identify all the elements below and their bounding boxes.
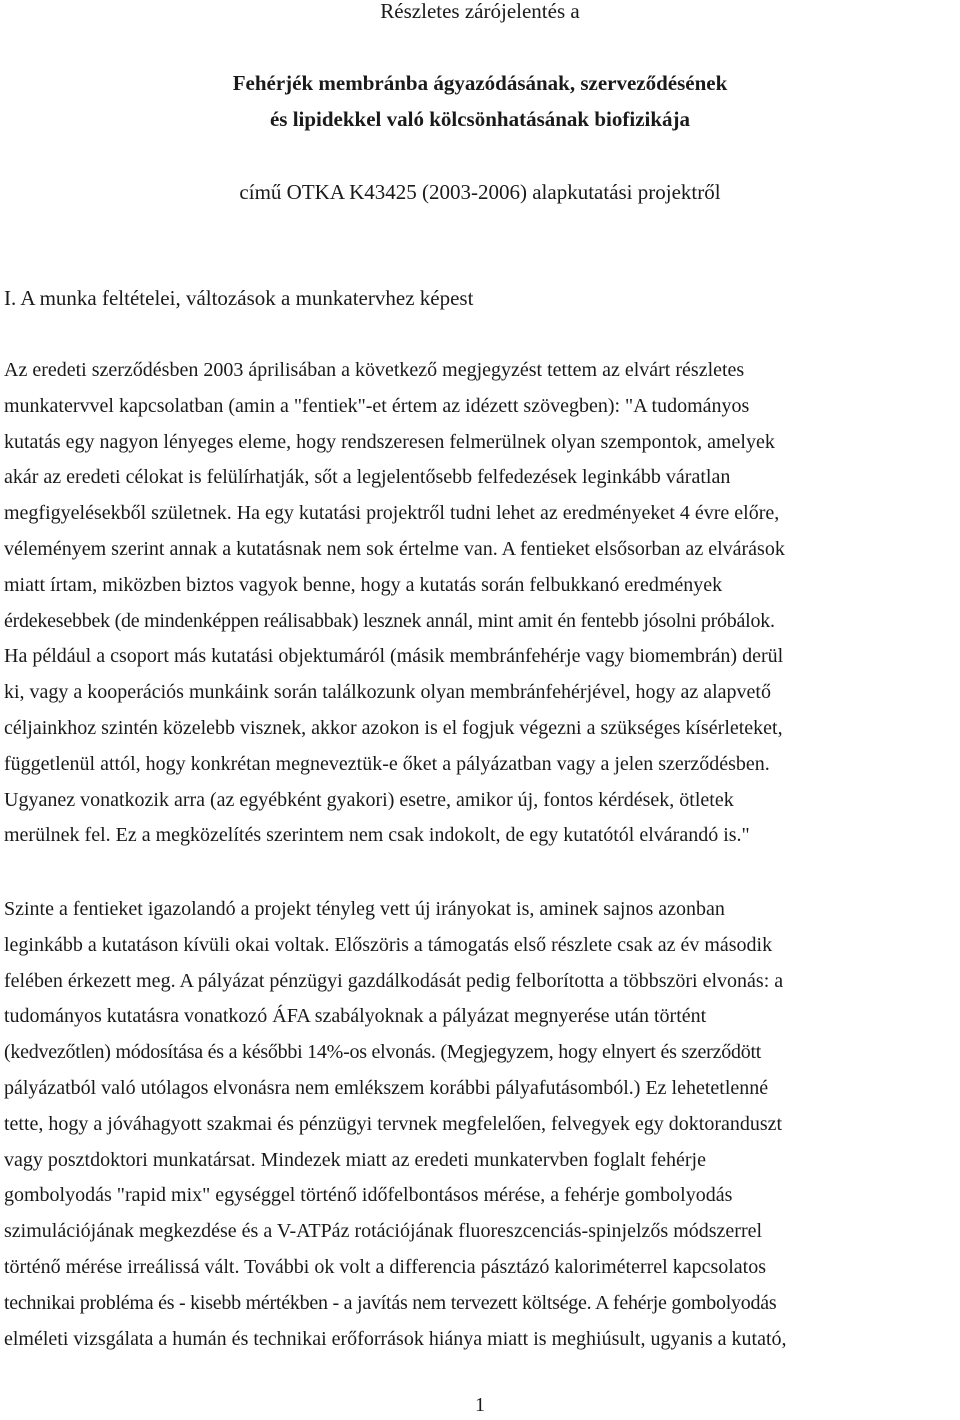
paragraph-line: gombolyodás "rapid mix" egységgel történő időfelbontásos mérése, a fehérje gombolyodás — [4, 1184, 733, 1207]
paragraph-line: céljainkhoz szintén közelebb visznek, akkor azokon is el fogjuk végezni a szükséges kísérleteket, — [4, 716, 783, 739]
paragraph-line: megfigyelésekből születnek. Ha egy kutatási projektről tudni lehet az eredményeket 4 évre előre, — [4, 502, 780, 525]
paragraph-line: ki, vagy a kooperációs munkáink során találkozunk olyan membránfehérjével, hogy az alapvető — [4, 681, 771, 704]
paragraph-line: vagy posztdoktori munkatársat. Mindezek miatt az eredeti munkatervben foglalt fehérje — [4, 1148, 706, 1171]
project-title-line: Fehérjék membránba ágyazódásának, szerveződésének — [232, 71, 728, 95]
project-title-line: és lipidekkel való kölcsönhatásának biofizikája — [269, 107, 691, 131]
paragraph-line: véleményem szerint annak a kutatásnak nem sok értelme van. A fentieket elsősorban az elvárások — [4, 537, 785, 560]
paragraph-line: pályázatból való utólagos elvonásra nem emlékszem korábbi pályafutásomból.) Ez lehetetlenné — [4, 1076, 769, 1099]
paragraph-line: kutatás egy nagyon lényeges eleme, hogy rendszeresen felmerülnek olyan szempontok, amelyek — [4, 430, 775, 453]
paragraph-quote-conditions — [4, 353, 956, 854]
paragraph-line: (kedvezőtlen) módosítása és a későbbi 14%-os elvonás. (Megjegyzem, hogy elnyert és szerződött — [4, 1041, 762, 1064]
section-heading: I. A munka feltételei, változások a munkatervhez képest — [4, 286, 474, 310]
paragraph-line: merülnek fel. Ez a megközelítés szerintem nem csak indokolt, de egy kutatótól elvárandó is." — [4, 824, 750, 847]
project-title — [0, 65, 960, 137]
paragraph-line: munkatervvel kapcsolatban (amin a "fentiek"-et értem az idézett szövegben): "A tudományos — [4, 394, 750, 417]
project-subtitle: című OTKA K43425 (2003-2006) alapkutatási projektről — [239, 180, 721, 204]
paragraph-line: szimulációjának megkezdése és a V-ATPáz rotációjának fluoreszcenciás-spinjelzős módszerrel — [4, 1220, 763, 1243]
paragraph-line: Ugyanez vonatkozik arra (az egyébként gyakori) esetre, amikor új, fontos kérdések, ötletek — [4, 788, 734, 811]
paragraph-line: Szinte a fentieket igazolandó a projekt tényleg vett új irányokat is, aminek sajnos azonban — [4, 898, 725, 920]
paragraph-line: miatt írtam, miközben biztos vagyok benne, hogy a kutatás során felbukkanó eredmények — [4, 573, 723, 596]
paragraph-line: Az eredeti szerződésben 2003 áprilisában a következő megjegyzést tettem az elvárt részletes — [4, 359, 745, 381]
paragraph-line: érdekesebbek (de mindenképpen reálisabbak) lesznek annál, mint amit én fentebb jósolni próbálok. — [4, 609, 775, 632]
paragraph-line: elméleti vizsgálata a humán és technikai erőforrások hiánya miatt is meghiúsult, ugyanis a kutató, — [4, 1327, 787, 1350]
paragraph-line: akár az eredeti célokat is felülírhatják, sőt a legjelentősebb felfedezések leginkább váratlan — [4, 466, 731, 489]
page-number: 1 — [475, 1394, 485, 1416]
paragraph-line: Ha például a csoport más kutatási objektumáról (másik membránfehérje vagy biomembrán) derül — [4, 645, 784, 668]
paragraph-line: felében érkezett meg. A pályázat pénzügyi gazdálkodását pedig felborította a többszöri elvonás: a — [4, 969, 784, 992]
paragraph-line: technikai probléma és - kisebb mértékben - a javítás nem tervezett költsége. A fehérje gombolyodás — [4, 1291, 777, 1314]
report-heading: Részletes zárójelentés a — [380, 0, 580, 23]
paragraph-line: leginkább a kutatáson kívüli okai voltak. Előszöris a támogatás első részlete csak az év második — [4, 933, 773, 956]
paragraph-new-directions — [4, 892, 956, 1357]
paragraph-line: függetlenül attól, hogy konkrétan megneveztük-e őket a pályázatban vagy a jelen szerződésben. — [4, 752, 770, 775]
paragraph-line: történő mérése irreálissá vált. További ok volt a differencia pásztázó kaloriméterrel kapcsolatos — [4, 1255, 767, 1278]
paragraph-line: tudományos kutatásra vonatkozó ÁFA szabályoknak a pályázat megnyerése után történt — [4, 1005, 707, 1028]
paragraph-line: tette, hogy a jóváhagyott szakmai és pénzügyi tervnek megfelelően, felvegyek egy doktoranduszt — [4, 1112, 783, 1135]
